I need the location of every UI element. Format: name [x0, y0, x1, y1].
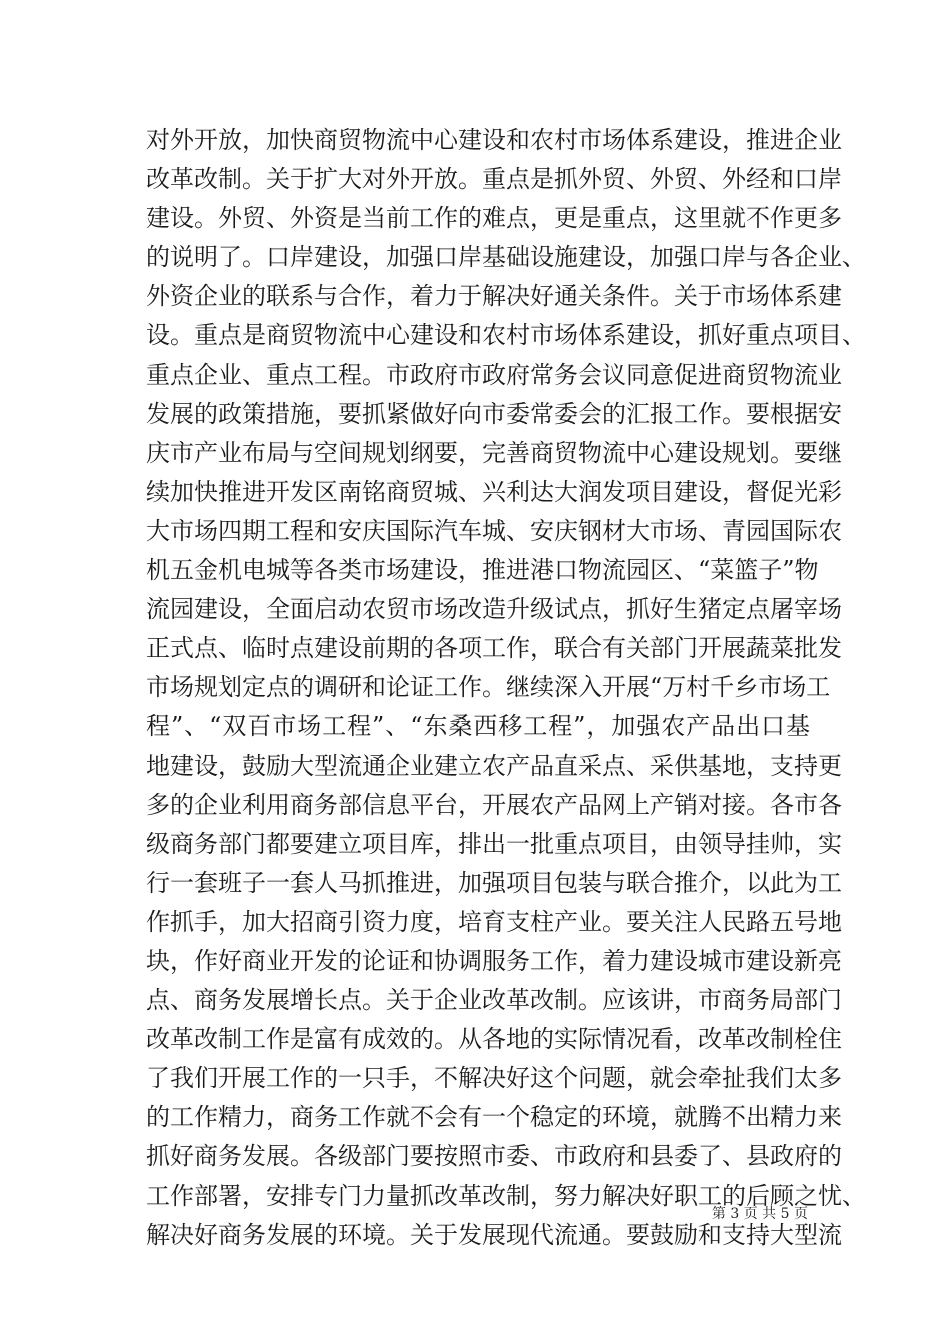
text-line: 大市场四期工程和安庆国际汽车城、安庆钢材大市场、青园国际农	[146, 516, 842, 545]
text-line: 多的企业利用商务部信息平台，开展农产品网上产销对接。各市各	[146, 790, 842, 819]
body-paragraph	[146, 121, 866, 1255]
text-line: 发展的政策措施，要抓紧做好向市委常委会的汇报工作。要根据安	[146, 399, 842, 428]
text-line: 重点企业、重点工程。市政府市政府常务会议同意促进商贸物流业	[146, 360, 842, 389]
text-line: 了我们开展工作的一只手，不解决好这个问题，就会牵扯我们太多	[146, 1064, 842, 1093]
text-line: 程”、“双百市场工程”、“东桑西移工程”，加强农产品出口基	[146, 712, 810, 741]
text-line: 改革改制。关于扩大对外开放。重点是抓外贸、外贸、外经和口岸	[146, 165, 842, 194]
text-line: 抓好商务发展。各级部门要按照市委、市政府和县委了、县政府的	[146, 1142, 842, 1171]
text-line: 建设。外贸、外资是当前工作的难点，更是重点，这里就不作更多	[146, 204, 842, 233]
text-line: 工作部署，安排专门力量抓改革改制，努力解决好职工的后顾之忧、	[146, 1181, 866, 1210]
text-line: 对外开放，加快商贸物流中心建设和农村市场体系建设，推进企业	[146, 126, 842, 154]
text-line: 外资企业的联系与合作，着力于解决好通关条件。关于市场体系建	[146, 282, 842, 311]
text-line: 行一套班子一套人马抓推进，加强项目包装与联合推介，以此为工	[146, 868, 842, 897]
page-number-footer: 第 3 页 共 5 页	[711, 1206, 808, 1222]
text-line: 设。重点是商贸物流中心建设和农村市场体系建设，抓好重点项目、	[146, 321, 866, 350]
text-line: 块，作好商业开发的论证和协调服务工作，着力建设城市建设新亮	[146, 946, 842, 975]
text-line: 级商务部门都要建立项目库，排出一批重点项目，由领导挂帅，实	[146, 829, 842, 858]
text-line: 正式点、临时点建设前期的各项工作，联合有关部门开展蔬菜批发	[146, 634, 842, 663]
text-line: 解决好商务发展的环境。关于发展现代流通。要鼓励和支持大型流	[146, 1220, 842, 1249]
text-line: 庆市产业布局与空间规划纲要，完善商贸物流中心建设规划。要继	[146, 438, 842, 467]
text-line: 机五金机电城等各类市场建设，推进港口物流园区、“菜篮子”物	[146, 556, 819, 585]
text-line: 点、商务发展增长点。关于企业改革改制。应该讲，市商务局部门	[146, 986, 842, 1015]
text-line: 地建设，鼓励大型流通企业建立农产品直采点、采供基地，支持更	[146, 751, 842, 780]
text-line: 的说明了。口岸建设，加强口岸基础设施建设，加强口岸与各企业、	[146, 243, 866, 272]
text-line: 改革改制工作是富有成效的。从各地的实际情况看，改革改制栓住	[146, 1025, 842, 1054]
text-line: 流园建设，全面启动农贸市场改造升级试点，抓好生猪定点屠宰场	[146, 595, 842, 624]
text-line: 的工作精力，商务工作就不会有一个稳定的环境，就腾不出精力来	[146, 1103, 842, 1132]
text-line: 作抓手，加大招商引资力度，培育支柱产业。要关注人民路五号地	[146, 907, 842, 936]
text-line: 市场规划定点的调研和论证工作。继续深入开展“万村千乡市场工	[146, 673, 831, 702]
text-line: 续加快推进开发区南铭商贸城、兴利达大润发项目建设，督促光彩	[146, 477, 842, 506]
